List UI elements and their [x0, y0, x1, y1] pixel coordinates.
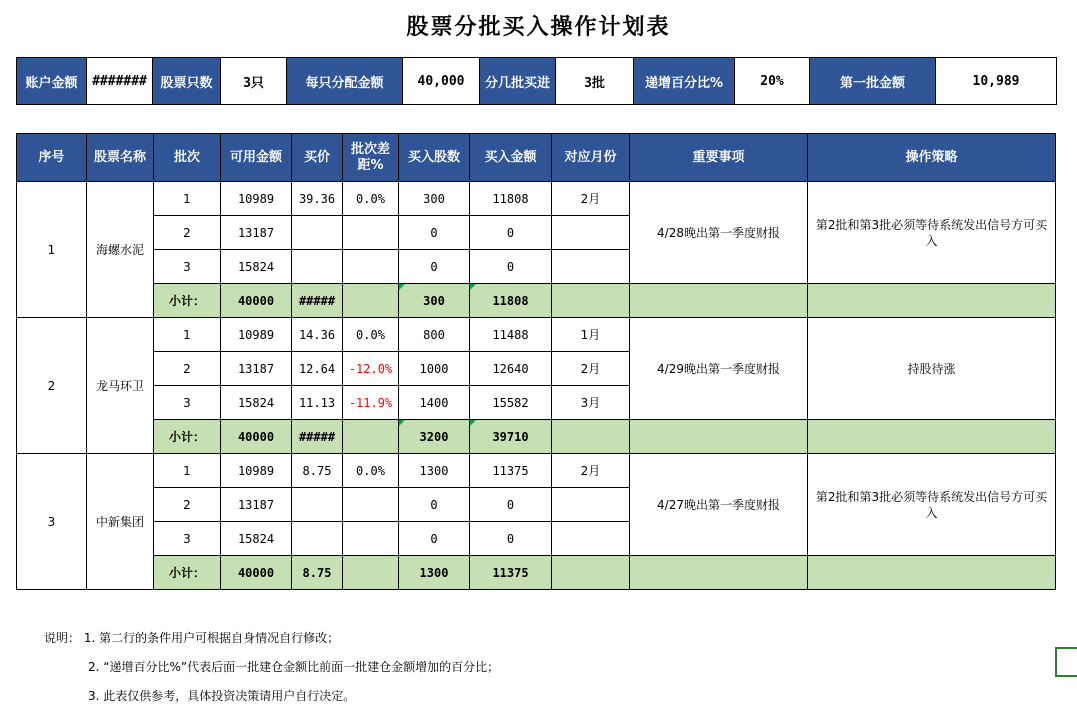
stock-name[interactable]: 中新集团 [87, 454, 154, 590]
batch-cell: 2 [154, 216, 221, 250]
subtotal-empty [630, 556, 808, 590]
col-header-name: 股票名称 [87, 134, 154, 182]
price-cell[interactable]: 8.75 [292, 454, 343, 488]
params-table [16, 57, 1057, 105]
row-no: 1 [17, 182, 87, 318]
subtotal-row [17, 556, 1056, 590]
selected-cell-outline[interactable] [1055, 647, 1077, 677]
note-line [44, 653, 499, 682]
note-text: 1. 第二行的条件用户可根据自身情况自行修改； [83, 631, 340, 645]
batch-count-label: 分几批买进 [480, 58, 556, 105]
col-header-shares: 买入股数 [399, 134, 470, 182]
notes-prefix: 说明： [44, 631, 81, 645]
price-cell[interactable]: 14.36 [292, 318, 343, 352]
note-text: 3. 此表仅供参考，具体投资决策请用户自行决定。 [88, 689, 356, 703]
stock-name[interactable]: 龙马环卫 [87, 318, 154, 454]
subtotal-amount-value: 11375 [492, 565, 529, 580]
amount-cell: 0 [470, 488, 552, 522]
amount-cell: 0 [470, 216, 552, 250]
batch-cell: 3 [154, 522, 221, 556]
strategy-cell[interactable]: 第2批和第3批必须等待系统发出信号方可买入 [808, 182, 1056, 284]
subtotal-shares-value: 1300 [419, 565, 449, 580]
shares-cell[interactable]: 1000 [399, 352, 470, 386]
page-title: 股票分批买入操作计划表 [406, 14, 671, 40]
subtotal-shares-value: 300 [423, 293, 445, 308]
subtotal-empty [630, 284, 808, 318]
available-cell: 15824 [221, 386, 292, 420]
col-header-no: 序号 [17, 134, 87, 182]
month-cell[interactable] [552, 250, 630, 284]
price-cell[interactable]: 11.13 [292, 386, 343, 420]
month-cell[interactable]: 2月 [552, 454, 630, 488]
shares-cell[interactable]: 300 [399, 182, 470, 216]
batch-cell: 2 [154, 352, 221, 386]
formula-marker-icon [399, 420, 405, 426]
row-no: 3 [17, 454, 87, 590]
first-batch-amount-value[interactable]: 10,989 [936, 58, 1057, 105]
price-cell[interactable]: 39.36 [292, 182, 343, 216]
formula-marker-icon [399, 284, 405, 290]
diff-cell: -12.0% [343, 352, 399, 386]
available-cell: 10989 [221, 318, 292, 352]
stock-count-value[interactable]: 3只 [221, 58, 287, 105]
col-header-batch: 批次 [154, 134, 221, 182]
col-header-month: 对应月份 [552, 134, 630, 182]
table-row [17, 454, 1056, 488]
subtotal-available: 40000 [221, 556, 292, 590]
subtotal-empty [343, 420, 399, 454]
subtotal-empty [808, 556, 1056, 590]
subtotal-shares [399, 284, 470, 318]
month-cell[interactable]: 2月 [552, 352, 630, 386]
note-line [44, 624, 499, 653]
subtotal-shares-value: 3200 [419, 429, 449, 444]
subtotal-empty [552, 556, 630, 590]
row-no: 2 [17, 318, 87, 454]
subtotal-amount-value: 11808 [492, 293, 529, 308]
diff-cell: -11.9% [343, 386, 399, 420]
stock-count-label: 股票只数 [153, 58, 221, 105]
month-cell[interactable]: 2月 [552, 182, 630, 216]
per-stock-amount-value[interactable]: 40,000 [403, 58, 480, 105]
available-cell: 10989 [221, 454, 292, 488]
diff-cell [343, 522, 399, 556]
account-amount-value[interactable]: ####### [87, 58, 153, 105]
batch-cell: 2 [154, 488, 221, 522]
subtotal-price: 8.75 [292, 556, 343, 590]
diff-cell: 0.0% [343, 454, 399, 488]
subtotal-label: 小计： [154, 556, 221, 590]
subtotal-amount [470, 556, 552, 590]
col-header-amount: 买入金额 [470, 134, 552, 182]
subtotal-empty [552, 420, 630, 454]
subtotal-label: 小计： [154, 420, 221, 454]
subtotal-available: 40000 [221, 420, 292, 454]
month-cell[interactable] [552, 522, 630, 556]
event-cell[interactable]: 4/29晚出第一季度财报 [630, 318, 808, 420]
amount-cell: 11488 [470, 318, 552, 352]
notes [44, 624, 499, 711]
note-line [44, 682, 499, 711]
subtotal-amount [470, 284, 552, 318]
available-cell: 15824 [221, 522, 292, 556]
subtotal-amount [470, 420, 552, 454]
col-header-strategy: 操作策略 [808, 134, 1056, 182]
first-batch-amount-label: 第一批金额 [810, 58, 936, 105]
amount-cell: 12640 [470, 352, 552, 386]
amount-cell: 11375 [470, 454, 552, 488]
month-cell[interactable] [552, 488, 630, 522]
available-cell: 13187 [221, 488, 292, 522]
header-row [17, 134, 1056, 182]
diff-cell [343, 216, 399, 250]
increase-percent-value[interactable]: 20% [735, 58, 810, 105]
amount-cell: 15582 [470, 386, 552, 420]
formula-marker-icon [470, 420, 476, 426]
shares-cell[interactable]: 1400 [399, 386, 470, 420]
subtotal-price: ##### [292, 420, 343, 454]
subtotal-empty [343, 284, 399, 318]
available-cell: 10989 [221, 182, 292, 216]
batch-cell: 3 [154, 250, 221, 284]
note-text: 2. “递增百分比%”代表后面一批建仓金额比前面一批建仓金额增加的百分比； [88, 660, 500, 674]
table-row [17, 318, 1056, 352]
batch-cell: 3 [154, 386, 221, 420]
increase-percent-label: 递增百分比% [634, 58, 735, 105]
stock-name[interactable]: 海螺水泥 [87, 182, 154, 318]
col-header-available: 可用金额 [221, 134, 292, 182]
strategy-cell[interactable]: 持股待涨 [808, 318, 1056, 420]
subtotal-empty [808, 284, 1056, 318]
subtotal-shares [399, 556, 470, 590]
batch-cell: 1 [154, 454, 221, 488]
shares-cell[interactable]: 0 [399, 216, 470, 250]
strategy-cell[interactable]: 第2批和第3批必须等待系统发出信号方可买入 [808, 454, 1056, 556]
batch-count-value[interactable]: 3批 [556, 58, 634, 105]
diff-cell: 0.0% [343, 182, 399, 216]
available-cell: 15824 [221, 250, 292, 284]
batch-cell: 1 [154, 318, 221, 352]
diff-cell [343, 250, 399, 284]
col-header-event: 重要事项 [630, 134, 808, 182]
subtotal-price: ##### [292, 284, 343, 318]
diff-cell: 0.0% [343, 318, 399, 352]
subtotal-label: 小计： [154, 284, 221, 318]
subtotal-empty [630, 420, 808, 454]
month-cell[interactable]: 3月 [552, 386, 630, 420]
subtotal-row [17, 284, 1056, 318]
subtotal-available: 40000 [221, 284, 292, 318]
account-amount-label: 账户金额 [17, 58, 87, 105]
subtotal-empty [343, 556, 399, 590]
formula-marker-icon [470, 284, 476, 290]
diff-cell [343, 488, 399, 522]
event-cell[interactable]: 4/28晚出第一季度财报 [630, 182, 808, 284]
subtotal-row [17, 420, 1056, 454]
shares-cell[interactable]: 0 [399, 250, 470, 284]
subtotal-empty [552, 284, 630, 318]
price-cell[interactable] [292, 522, 343, 556]
shares-cell[interactable]: 0 [399, 522, 470, 556]
col-header-price: 买价 [292, 134, 343, 182]
subtotal-empty [808, 420, 1056, 454]
col-header-diff: 批次差距% [343, 134, 399, 182]
plan-table [16, 133, 1056, 590]
shares-cell[interactable]: 1300 [399, 454, 470, 488]
price-cell[interactable]: 12.64 [292, 352, 343, 386]
price-cell[interactable] [292, 250, 343, 284]
shares-cell[interactable]: 0 [399, 488, 470, 522]
amount-cell: 0 [470, 250, 552, 284]
month-cell[interactable] [552, 216, 630, 250]
shares-cell[interactable]: 800 [399, 318, 470, 352]
price-cell[interactable] [292, 488, 343, 522]
month-cell[interactable]: 1月 [552, 318, 630, 352]
price-cell[interactable] [292, 216, 343, 250]
amount-cell: 11808 [470, 182, 552, 216]
subtotal-shares [399, 420, 470, 454]
amount-cell: 0 [470, 522, 552, 556]
available-cell: 13187 [221, 216, 292, 250]
available-cell: 13187 [221, 352, 292, 386]
subtotal-amount-value: 39710 [492, 429, 529, 444]
per-stock-amount-label: 每只分配金额 [287, 58, 403, 105]
event-cell[interactable]: 4/27晚出第一季度财报 [630, 454, 808, 556]
batch-cell: 1 [154, 182, 221, 216]
table-row [17, 182, 1056, 216]
